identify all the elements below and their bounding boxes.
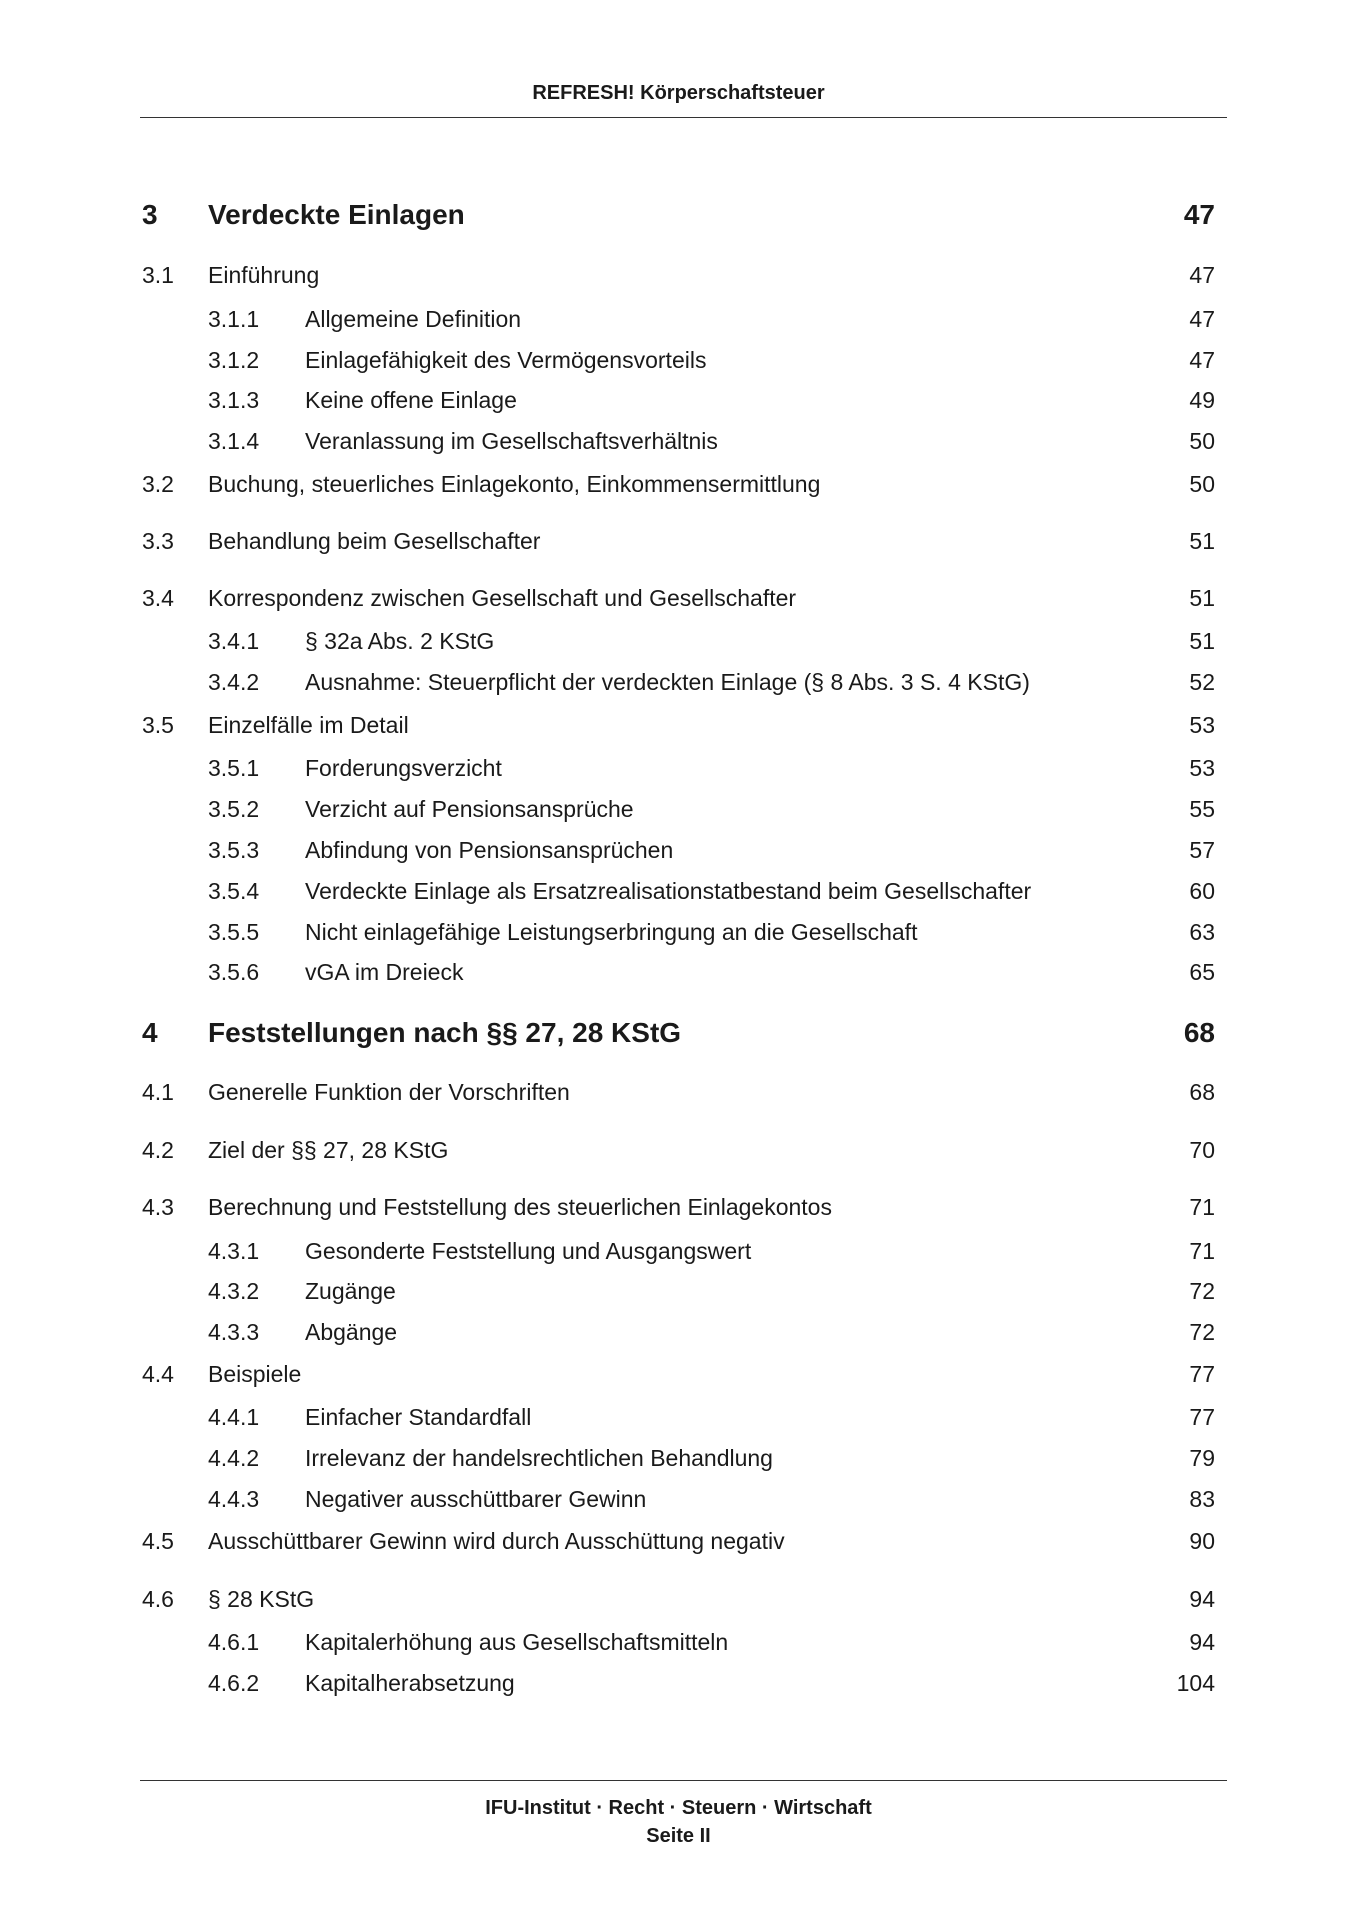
toc-entry-title: Forderungsverzicht bbox=[305, 755, 502, 781]
toc-entry-number: 4.6 bbox=[142, 1586, 174, 1612]
toc-entry-title: Allgemeine Definition bbox=[305, 306, 522, 332]
toc-entry-title: Buchung, steuerliches Einlagekonto, Einkommensermittlung bbox=[208, 471, 821, 497]
toc-entry-number: 4.5 bbox=[142, 1528, 174, 1554]
toc-entry-chapter bbox=[0, 1013, 1357, 1053]
toc-entry-title: Zugänge bbox=[305, 1278, 396, 1304]
toc-entry-page: 68 bbox=[1189, 1079, 1215, 1105]
toc-entry-number: 4.3.2 bbox=[208, 1278, 260, 1304]
toc-entry-number: 3.1.3 bbox=[208, 387, 260, 413]
toc-entry-number: 4.1 bbox=[142, 1079, 174, 1105]
toc-entry-number: 4.4 bbox=[142, 1361, 174, 1387]
toc-entry-section bbox=[0, 1582, 1357, 1616]
toc-entry-number: 4.2 bbox=[142, 1137, 174, 1163]
toc-entry-number: 3.5.6 bbox=[208, 959, 260, 985]
toc-entry-page: 70 bbox=[1189, 1137, 1215, 1163]
toc-entry-subsection bbox=[0, 1625, 1357, 1659]
toc-entry-page: 63 bbox=[1189, 919, 1215, 945]
toc-entry-number: 3.5.2 bbox=[208, 796, 260, 822]
toc-entry-title: Behandlung beim Gesellschafter bbox=[208, 528, 541, 554]
toc-entry-page: 47 bbox=[1183, 199, 1215, 230]
toc-entry-title: Irrelevanz der handelsrechtlichen Behandlung bbox=[305, 1445, 773, 1471]
toc-entry-page: 65 bbox=[1189, 959, 1215, 985]
toc-entry-page: 77 bbox=[1189, 1404, 1215, 1430]
toc-entry-title: Einlagefähigkeit des Vermögensvorteils bbox=[305, 347, 707, 373]
toc-entry-number: 4.4.1 bbox=[208, 1404, 260, 1430]
toc-entry-subsection bbox=[0, 1441, 1357, 1475]
toc-entry-title: Negativer ausschüttbarer Gewinn bbox=[305, 1486, 647, 1512]
toc-entry-title: § 28 KStG bbox=[208, 1586, 315, 1612]
toc-entry-page: 104 bbox=[1176, 1670, 1215, 1696]
toc-entry-page: 83 bbox=[1189, 1486, 1215, 1512]
toc-entry-number: 3.1 bbox=[142, 262, 174, 288]
toc-entry-subsection bbox=[0, 1315, 1357, 1349]
toc-entry-subsection bbox=[0, 343, 1357, 377]
toc-entry-section bbox=[0, 1524, 1357, 1558]
toc-entry-section bbox=[0, 1190, 1357, 1224]
toc-entry-number: 4.4.3 bbox=[208, 1486, 260, 1512]
toc-entry-subsection bbox=[0, 1482, 1357, 1516]
toc-entry-title: vGA im Dreieck bbox=[305, 959, 464, 985]
toc-entry-title: Verdeckte Einlagen bbox=[208, 199, 465, 230]
toc-entry-page: 47 bbox=[1189, 347, 1215, 373]
toc-entry-subsection bbox=[0, 665, 1357, 699]
toc-entry-number: 4.3.1 bbox=[208, 1238, 260, 1264]
toc-entry-section bbox=[0, 708, 1357, 742]
toc-entry-number: 3.5 bbox=[142, 712, 174, 738]
toc-entry-number: 3 bbox=[142, 199, 158, 230]
footer-institute: IFU-Institut · Recht · Steuern · Wirtschaft bbox=[485, 1797, 872, 1819]
toc-entry-title: Korrespondenz zwischen Gesellschaft und Gesellschafter bbox=[208, 585, 797, 611]
toc-entry-chapter bbox=[0, 195, 1357, 235]
toc-entry-number: 3.1.2 bbox=[208, 347, 260, 373]
toc-entry-title: Einführung bbox=[208, 262, 320, 288]
toc-entry-number: 4.6.1 bbox=[208, 1629, 260, 1655]
toc-entry-page: 60 bbox=[1189, 878, 1215, 904]
toc-entry-section bbox=[0, 1133, 1357, 1167]
toc-entry-subsection bbox=[0, 915, 1357, 949]
toc-entry-page: 50 bbox=[1189, 428, 1215, 454]
footer-rule bbox=[140, 1780, 1227, 1781]
page-header-title: REFRESH! Körperschaftsteuer bbox=[532, 82, 825, 104]
toc-entry-page: 51 bbox=[1189, 528, 1215, 554]
toc-entry-section bbox=[0, 1075, 1357, 1109]
footer-page-number: Seite II bbox=[646, 1825, 711, 1847]
toc-entry-subsection bbox=[0, 1666, 1357, 1700]
toc-entry-page: 47 bbox=[1189, 306, 1215, 332]
toc-entry-number: 4.6.2 bbox=[208, 1670, 260, 1696]
toc-entry-number: 4.4.2 bbox=[208, 1445, 260, 1471]
toc-entry-number: 4.3 bbox=[142, 1194, 174, 1220]
toc-entry-page: 71 bbox=[1189, 1238, 1215, 1264]
toc-entry-page: 72 bbox=[1189, 1278, 1215, 1304]
toc-entry-number: 3.4.2 bbox=[208, 669, 260, 695]
toc-entry-subsection bbox=[0, 955, 1357, 989]
toc-entry-subsection bbox=[0, 792, 1357, 826]
toc-entry-page: 51 bbox=[1189, 585, 1215, 611]
toc-entry-title: Gesonderte Feststellung und Ausgangswert bbox=[305, 1238, 752, 1264]
toc-entry-section bbox=[0, 1357, 1357, 1391]
toc-entry-page: 71 bbox=[1189, 1194, 1215, 1220]
toc-entry-title: Abfindung von Pensionsansprüchen bbox=[305, 837, 674, 863]
toc-entry-subsection bbox=[0, 1274, 1357, 1308]
toc-entry-page: 51 bbox=[1189, 628, 1215, 654]
toc-entry-page: 53 bbox=[1189, 755, 1215, 781]
toc-entry-title: Einfacher Standardfall bbox=[305, 1404, 532, 1430]
toc-entry-page: 50 bbox=[1189, 471, 1215, 497]
toc-entry-subsection bbox=[0, 751, 1357, 785]
toc-entry-title: Ausschüttbarer Gewinn wird durch Ausschüttung negativ bbox=[208, 1528, 785, 1554]
toc-entry-number: 3.4 bbox=[142, 585, 174, 611]
toc-entry-page: 53 bbox=[1189, 712, 1215, 738]
toc-entry-number: 4.3.3 bbox=[208, 1319, 260, 1345]
toc-entry-page: 90 bbox=[1189, 1528, 1215, 1554]
toc-entry-title: Ausnahme: Steuerpflicht der verdeckten Einlage (§ 8 Abs. 3 S. 4 KStG) bbox=[305, 669, 1030, 695]
toc-entry-title: Verdeckte Einlage als Ersatzrealisationstatbestand beim Gesellschafter bbox=[305, 878, 1032, 904]
toc-entry-number: 3.5.3 bbox=[208, 837, 260, 863]
toc-entry-title: Nicht einlagefähige Leistungserbringung an die Gesellschaft bbox=[305, 919, 918, 945]
toc-entry-title: Beispiele bbox=[208, 1361, 302, 1387]
toc-entry-title: Kapitalherabsetzung bbox=[305, 1670, 515, 1696]
toc-entry-subsection bbox=[0, 624, 1357, 658]
toc-entry-page: 79 bbox=[1189, 1445, 1215, 1471]
toc-entry-page: 68 bbox=[1183, 1017, 1215, 1048]
toc-entry-section bbox=[0, 581, 1357, 615]
toc-entry-subsection bbox=[0, 833, 1357, 867]
toc-entry-title: Generelle Funktion der Vorschriften bbox=[208, 1079, 570, 1105]
toc-entry-title: Abgänge bbox=[305, 1319, 398, 1345]
toc-entry-page: 47 bbox=[1189, 262, 1215, 288]
toc-entry-subsection bbox=[0, 1234, 1357, 1268]
toc-entry-title: Veranlassung im Gesellschaftsverhältnis bbox=[305, 428, 718, 454]
toc-entry-page: 77 bbox=[1189, 1361, 1215, 1387]
toc-entry-number: 3.5.5 bbox=[208, 919, 260, 945]
toc-entry-number: 3.5.4 bbox=[208, 878, 260, 904]
toc-entry-title: Keine offene Einlage bbox=[305, 387, 517, 413]
toc-entry-subsection bbox=[0, 302, 1357, 336]
toc-entry-section bbox=[0, 524, 1357, 558]
toc-entry-number: 3.4.1 bbox=[208, 628, 260, 654]
toc-entry-page: 94 bbox=[1189, 1629, 1215, 1655]
toc-entry-section bbox=[0, 467, 1357, 501]
toc-entry-subsection bbox=[0, 1400, 1357, 1434]
toc-entry-section bbox=[0, 258, 1357, 292]
toc-entry-page: 55 bbox=[1189, 796, 1215, 822]
toc-entry-page: 72 bbox=[1189, 1319, 1215, 1345]
toc-entry-number: 3.2 bbox=[142, 471, 174, 497]
toc-entry-page: 57 bbox=[1189, 837, 1215, 863]
toc-entry-title: § 32a Abs. 2 KStG bbox=[305, 628, 495, 654]
toc-entry-number: 3.1.1 bbox=[208, 306, 260, 332]
toc-entry-title: Verzicht auf Pensionsansprüche bbox=[305, 796, 634, 822]
toc-entry-title: Feststellungen nach §§ 27, 28 KStG bbox=[208, 1017, 682, 1048]
toc-entry-number: 3.1.4 bbox=[208, 428, 260, 454]
toc-entry-subsection bbox=[0, 424, 1357, 458]
toc-entry-title: Kapitalerhöhung aus Gesellschaftsmitteln bbox=[305, 1629, 729, 1655]
toc-entry-page: 49 bbox=[1189, 387, 1215, 413]
toc-entry-title: Berechnung und Feststellung des steuerlichen Einlagekontos bbox=[208, 1194, 832, 1220]
toc-entry-subsection bbox=[0, 383, 1357, 417]
toc-entry-number: 4 bbox=[142, 1017, 158, 1048]
toc-entry-page: 52 bbox=[1189, 669, 1215, 695]
toc-entry-subsection bbox=[0, 874, 1357, 908]
toc-entry-number: 3.5.1 bbox=[208, 755, 260, 781]
toc-entry-page: 94 bbox=[1189, 1586, 1215, 1612]
toc-entry-title: Ziel der §§ 27, 28 KStG bbox=[208, 1137, 449, 1163]
toc-entry-number: 3.3 bbox=[142, 528, 174, 554]
toc-entry-title: Einzelfälle im Detail bbox=[208, 712, 409, 738]
